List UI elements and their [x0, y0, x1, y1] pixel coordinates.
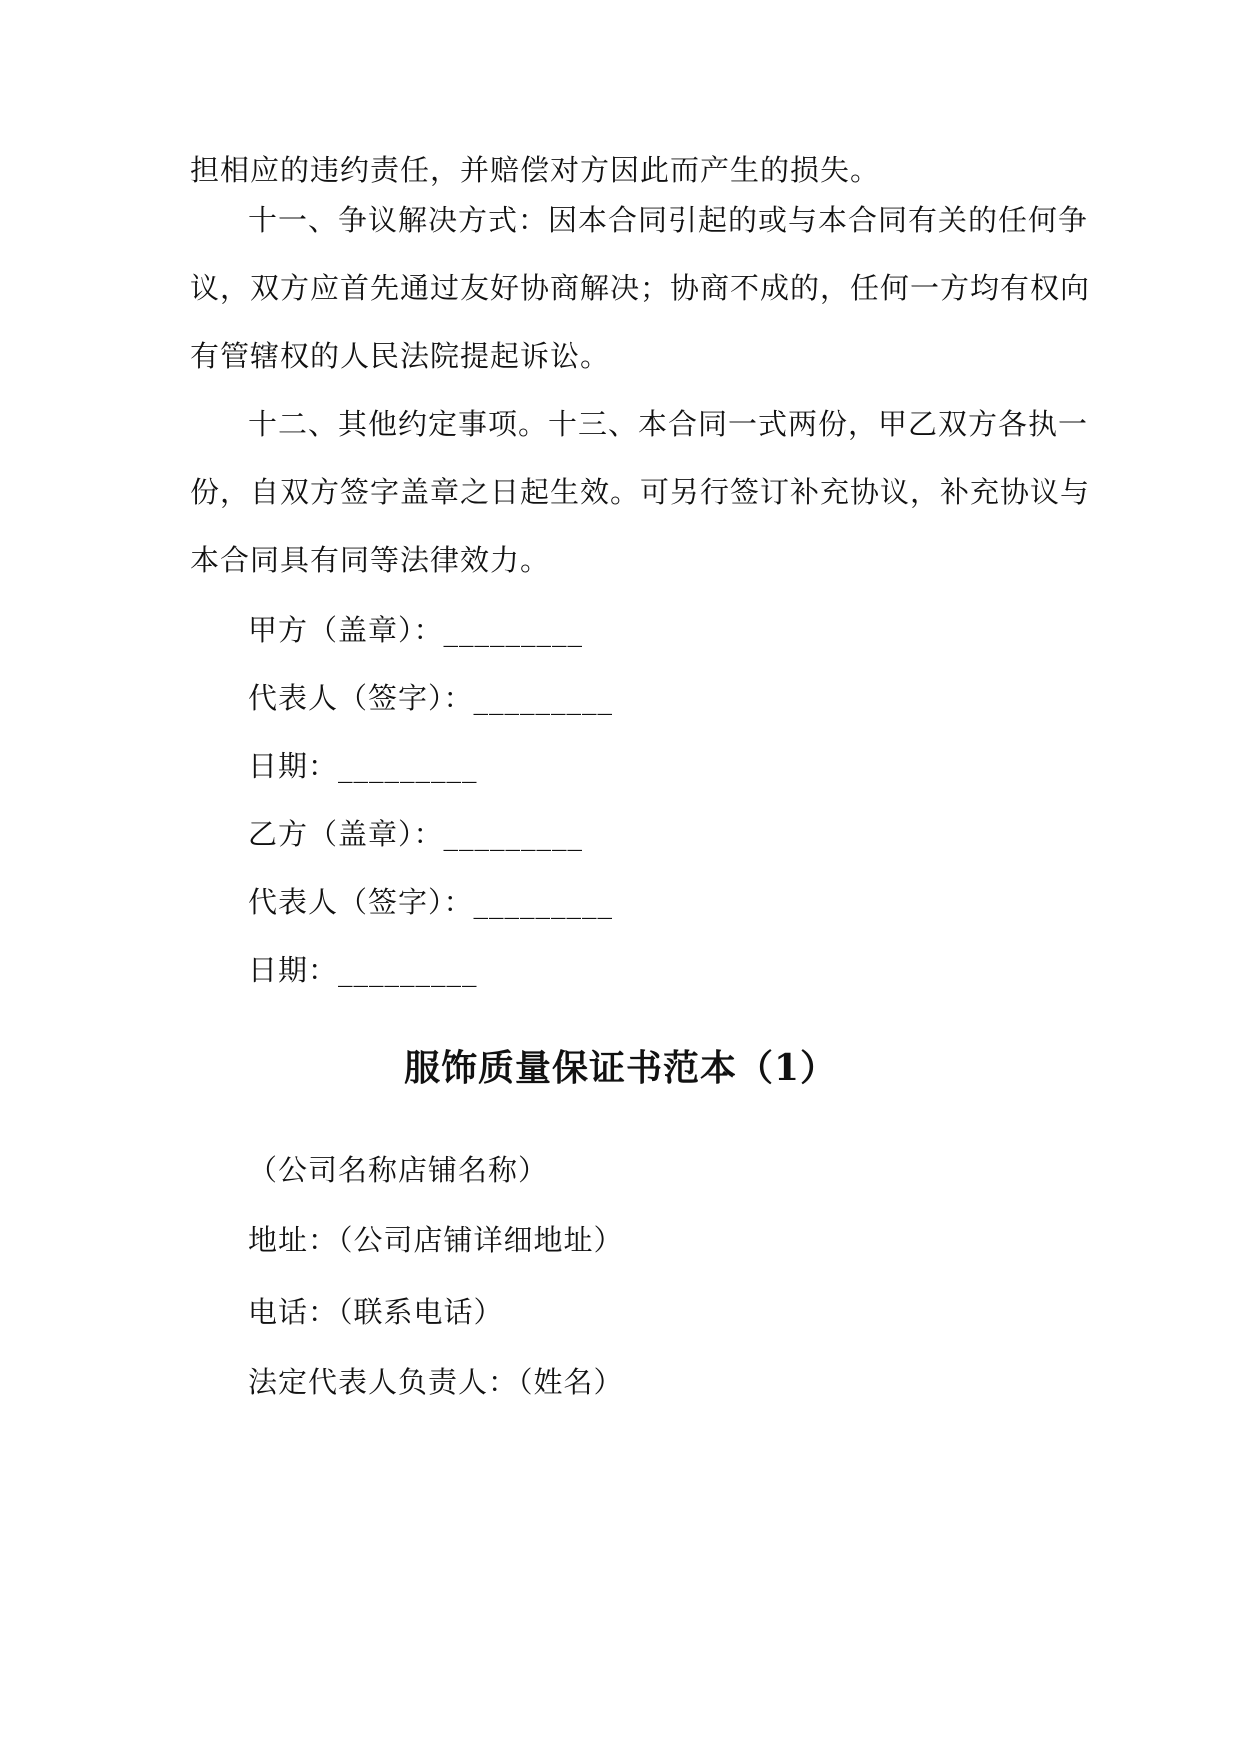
- clause-10-ending: 担相应的违约责任，并赔偿对方因此而产生的损失。: [190, 153, 881, 187]
- clause-12-line-1: 十二、其他约定事项。十三、本合同一式两份，甲乙双方各执一: [248, 407, 1089, 441]
- party-b-seal-field: 乙方（盖章）：_________: [248, 817, 584, 851]
- clause-12-line-2: 份，自双方签字盖章之日起生效。可另行签订补充协议，补充协议与: [190, 475, 1091, 509]
- party-a-seal-field: 甲方（盖章）：_________: [248, 613, 584, 647]
- clause-11-line-2: 议，双方应首先通过友好协商解决；协商不成的，任何一方均有权向: [190, 271, 1091, 305]
- company-name-line: （公司名称店铺名称）: [248, 1153, 549, 1187]
- clause-11-line-3: 有管辖权的人民法院提起诉讼。: [190, 339, 611, 373]
- party-a-date-field: 日期：_________: [248, 749, 478, 783]
- party-b-representative-field: 代表人（签字）：_________: [248, 885, 614, 919]
- party-b-date-field: 日期：_________: [248, 953, 478, 987]
- section-title: 服饰质量保证书范本（1）: [403, 1047, 838, 1089]
- phone-line: 电话：（联系电话）: [248, 1295, 504, 1329]
- party-a-representative-field: 代表人（签字）：_________: [248, 681, 614, 715]
- clause-12-line-3: 本合同具有同等法律效力。: [190, 543, 551, 577]
- legal-representative-line: 法定代表人负责人：（姓名）: [248, 1365, 624, 1399]
- clause-11-line-1: 十一、争议解决方式：因本合同引起的或与本合同有关的任何争: [248, 203, 1089, 237]
- address-line: 地址：（公司店铺详细地址）: [248, 1223, 624, 1257]
